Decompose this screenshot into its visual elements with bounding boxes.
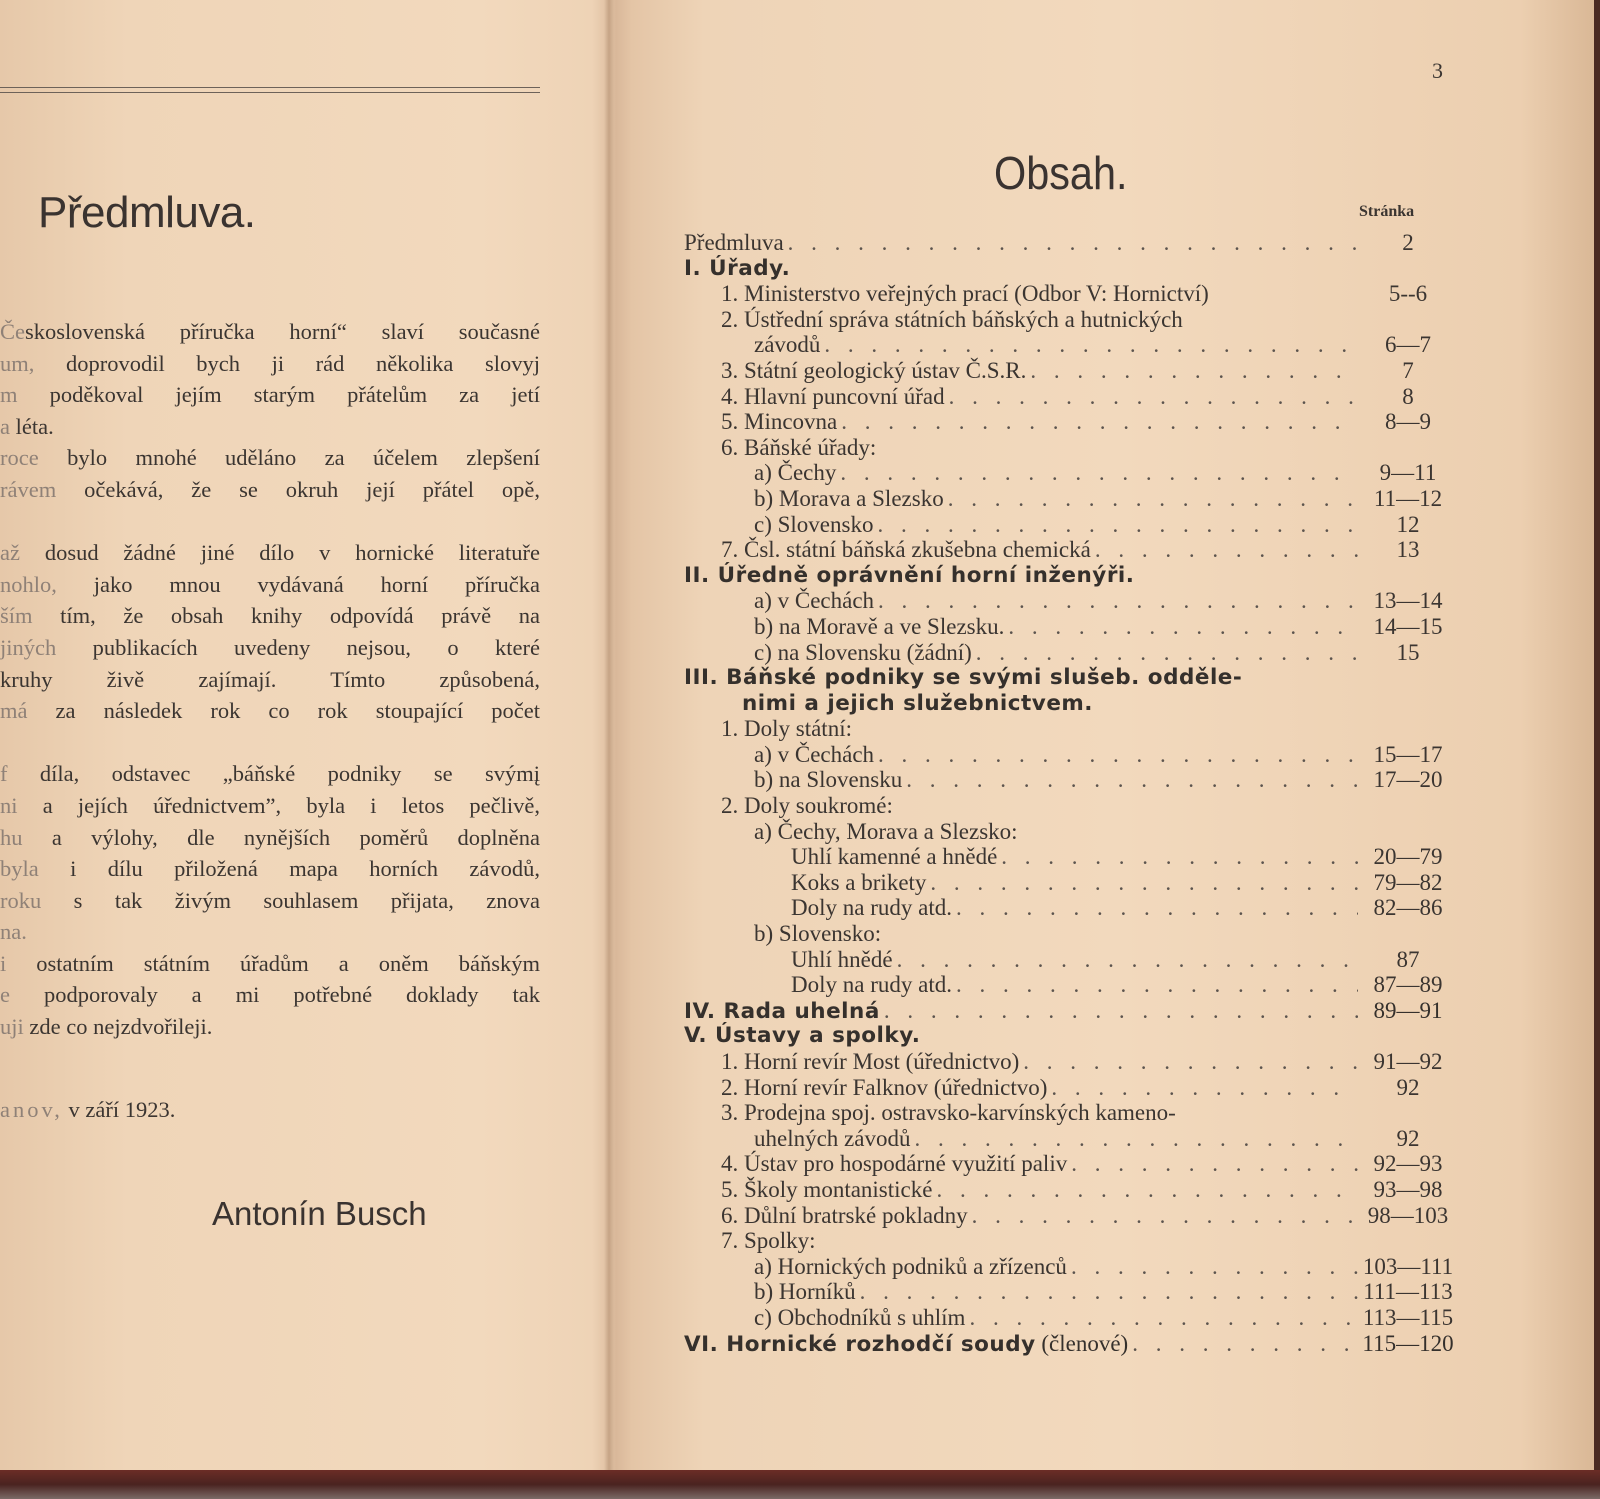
preface-line-text: a jejích úřednictvem”, byla i letos pečlivě, (17, 792, 540, 818)
toc-page-range: 11—12 (1373, 485, 1443, 511)
toc-entry-label-text: III. Báňské podniky se svými slušeb. odděle- (684, 665, 1243, 691)
toc-entry-label-text: 3. Státní geologický ústav Č.S.R. (721, 357, 1027, 383)
toc-page-range: 87 (1396, 946, 1420, 972)
dot-leader (840, 460, 1358, 486)
toc-entry (684, 793, 1454, 819)
preface-line-text: publikacích uvedeny nejsou, o které (56, 634, 540, 660)
preface-line (0, 474, 540, 506)
toc-entry-label-text: b) Horníků (754, 1279, 856, 1305)
preface-line-text: díla, odstavec „báňské podniky se svýmį (7, 761, 540, 787)
toc-entry (684, 1100, 1454, 1126)
toc-entry-label (684, 230, 784, 256)
table-of-contents (684, 230, 1454, 1356)
toc-entry (684, 870, 1454, 896)
toc-entry (684, 1126, 1454, 1152)
preface-line-cut-text: um, (0, 350, 35, 376)
toc-entry-label-text: 3. Prodejna spoj. ostravsko-karvínských kameno- (721, 1100, 1176, 1126)
toc-entry-label-text: a) v Čechách (754, 741, 875, 767)
toc-entry-label (684, 1331, 1128, 1358)
preface-line (0, 316, 540, 348)
toc-page-range: 89—91 (1373, 997, 1443, 1023)
toc-section-heading (684, 563, 1454, 589)
toc-entry-label (791, 972, 952, 998)
preface-line (0, 758, 540, 790)
toc-entry-label (684, 563, 1134, 589)
preface-line-cut-text: ni (0, 792, 18, 818)
toc-entry (684, 460, 1454, 486)
toc-page-range: 5--6 (1388, 281, 1428, 307)
toc-entry-label (791, 870, 926, 896)
toc-entry (684, 230, 1454, 256)
dot-leader (877, 512, 1358, 538)
toc-entry-label (721, 537, 1091, 563)
toc-entry (684, 614, 1454, 640)
toc-entry-label (754, 767, 902, 793)
toc-entry-label (721, 358, 1026, 384)
toc-entry-label (721, 384, 945, 410)
toc-entry (684, 844, 1454, 870)
toc-entry-label (721, 1228, 816, 1254)
preface-line (0, 569, 540, 601)
toc-entry-label (742, 691, 1093, 717)
preface-line-text: doprovodil bych ji rád několika slovyj (34, 350, 540, 376)
preface-line-cut-text: na. (0, 919, 27, 945)
paragraph-gap (0, 506, 540, 538)
preface-line (0, 379, 540, 411)
page-number: 3 (1432, 58, 1443, 83)
preface-line-text: léta. (10, 413, 54, 439)
toc-page-range: 20—79 (1373, 844, 1443, 870)
toc-entry-label-text: VI. Hornické rozhodčí soudy (684, 1331, 1036, 1357)
preface-line (0, 442, 540, 474)
preface-line-cut-text: rávem (0, 476, 57, 502)
book-spine-shadow (604, 0, 614, 1470)
preface-line-cut-text: i (0, 950, 7, 976)
toc-page-range: 93—98 (1373, 1176, 1443, 1202)
toc-entry-label (791, 895, 952, 921)
preface-line-cut-text: byla (0, 856, 39, 882)
toc-entry-label-text: 1. Horní revír Most (úřednictvo) (721, 1049, 1020, 1074)
toc-entry (684, 1305, 1454, 1331)
preface-line-text: ostatním státním úřadům a oněm báňským (6, 950, 540, 976)
toc-entry-label-text: c) Obchodníků s uhlím (754, 1304, 966, 1330)
preface-date (0, 1097, 175, 1123)
preface-line-text: skoslovenská příručka horní“ slaví současné (25, 319, 540, 344)
dot-leader (972, 1203, 1358, 1229)
toc-page-range: 92—93 (1373, 1151, 1443, 1177)
toc-entry (684, 358, 1454, 384)
toc-entry-label (684, 256, 790, 282)
toc-entry-label (754, 1254, 1067, 1280)
toc-page-range: 15—17 (1373, 741, 1443, 767)
toc-entry (684, 1151, 1454, 1177)
toc-entry-label-text: a) Hornických podniků a zřízenců (754, 1253, 1067, 1279)
preface-line (0, 632, 540, 664)
dot-leader (1001, 844, 1358, 870)
toc-entry-label (754, 1305, 965, 1331)
preface-line-cut-text: jiných (0, 634, 57, 660)
dot-leader (884, 998, 1358, 1024)
preface-line (0, 695, 540, 727)
toc-entry-label-text: II. Úředně oprávnění horní inženýři. (684, 562, 1135, 588)
preface-line-text: podporovaly a mi potřebné doklady tak (10, 982, 540, 1008)
preface-line-cut-text: m (0, 382, 18, 408)
dot-leader (878, 742, 1358, 768)
preface-line (0, 348, 540, 380)
toc-entry-label-text: a) v Čechách (754, 588, 875, 614)
toc-entry (684, 588, 1454, 614)
toc-entry-label (754, 588, 874, 614)
dot-leader (1023, 1049, 1358, 1075)
toc-page-range: 17—20 (1373, 767, 1443, 793)
toc-page-range: 2 (1402, 230, 1414, 255)
dot-leader (976, 640, 1358, 666)
toc-entry-label-text: uhelných závodů (754, 1125, 911, 1151)
preface-line-text: očekává, že se okruh její přátel opě, (56, 476, 540, 502)
dot-leader (930, 870, 1358, 896)
dot-leader (1051, 1075, 1358, 1101)
dot-leader (1008, 614, 1358, 640)
toc-page-range: 7 (1402, 357, 1414, 383)
dot-leader (1030, 358, 1358, 384)
toc-entry-label-text: 5. Školy montanistické (721, 1176, 933, 1202)
toc-entry (684, 1049, 1454, 1075)
toc-entry (684, 307, 1454, 333)
preface-line-cut-text: roce (0, 445, 39, 471)
book-bottom-edge (0, 1470, 1600, 1499)
toc-entry-label-text: 7. Spolky: (721, 1228, 816, 1254)
toc-entry (684, 767, 1454, 793)
preface-line (0, 790, 540, 822)
toc-page-range: 6—7 (1385, 332, 1431, 358)
toc-entry-label (721, 281, 1209, 307)
toc-section-heading (684, 665, 1454, 691)
dot-leader (1095, 537, 1358, 563)
toc-entry-label-text: IV. Rada uhelná (684, 998, 880, 1024)
toc-entry-label-text: Uhlí hnědé (791, 946, 893, 972)
toc-entry-label-text: 2. Ústřední správa státních báňských a hutnických (721, 306, 1183, 332)
preface-line-text: bylo mnohé uděláno za účelem zlepšení (38, 445, 540, 471)
toc-entry-label-suffix: (členové) (1035, 1330, 1129, 1356)
toc-entry-label (684, 1023, 920, 1049)
toc-entry-label (721, 1049, 1019, 1075)
dot-leader (914, 1126, 1358, 1152)
toc-page-range: 87—89 (1373, 972, 1443, 998)
toc-entry (684, 921, 1454, 947)
toc-page-range: 8—9 (1385, 409, 1431, 435)
toc-entry (684, 947, 1454, 973)
preface-signature: Antonín Busch (212, 1195, 427, 1232)
toc-section-heading (684, 998, 1454, 1024)
toc-entry-label (721, 435, 876, 461)
double-rule-top (0, 87, 540, 88)
toc-entry-label-text: Koks a brikety (791, 869, 927, 895)
preface-line-text: tím, že obsah knihy odpovídá právě na (32, 603, 540, 629)
preface-line (0, 979, 540, 1011)
toc-entry (684, 486, 1454, 512)
toc-section-heading (684, 1023, 1454, 1049)
preface-line (0, 664, 540, 696)
preface-line-cut-text: hu (0, 824, 23, 850)
toc-entry (684, 435, 1454, 461)
toc-entry (684, 640, 1454, 666)
toc-entry (684, 819, 1454, 845)
toc-entry-label-text: 5. Mincovna (721, 409, 838, 435)
toc-page-range: 92 (1396, 1074, 1420, 1100)
dot-leader (824, 332, 1358, 358)
toc-entry (684, 1203, 1454, 1229)
preface-line (0, 411, 540, 443)
preface-line-cut-text: nohlo, (0, 571, 57, 597)
contents-title: Obsah. (994, 147, 1128, 199)
dot-leader (956, 895, 1358, 921)
toc-entry (684, 537, 1454, 563)
right-page-contents (614, 0, 1594, 1470)
dot-leader (878, 588, 1358, 614)
dot-leader (1071, 1254, 1358, 1280)
preface-line (0, 853, 540, 885)
preface-line-text: za následek rok co rok stoupající počet (27, 698, 540, 724)
preface-line (0, 885, 540, 917)
dot-leader (860, 1279, 1358, 1305)
toc-page-range: 15 (1396, 639, 1420, 665)
toc-entry (684, 972, 1454, 998)
dot-leader (949, 384, 1358, 410)
toc-entry-label (754, 512, 873, 538)
toc-entry-label-text: Uhlí kamenné a hnědé (791, 844, 998, 870)
toc-entry-label (684, 999, 880, 1025)
preface-line-cut-text: Če (0, 319, 25, 344)
preface-line-text: dosud žádné jiné dílo v hornické literatuře (19, 540, 540, 566)
toc-section-heading (684, 1331, 1454, 1357)
toc-entry (684, 1075, 1454, 1101)
preface-line-text: i dílu přiložená mapa horních závodů, (38, 856, 540, 882)
toc-entry-label-text: 1. Doly státní: (721, 716, 852, 742)
dot-leader (788, 230, 1358, 256)
toc-page-range: 9—11 (1379, 460, 1437, 486)
dot-leader (897, 947, 1358, 973)
toc-entry-label-text: 6. Důlní bratrské pokladny (721, 1202, 968, 1228)
toc-entry (684, 281, 1454, 307)
double-rule-bottom (0, 92, 540, 93)
preface-line-text: zde co nejzdvořileji. (23, 1014, 213, 1040)
preface-line-text: jako mnou vydávaná horní příručka (56, 571, 540, 597)
toc-entry (684, 1228, 1454, 1254)
toc-entry-label (754, 819, 1018, 845)
preface-title: Předmluva. (38, 188, 256, 237)
toc-entry-label-text: b) na Moravě a ve Slezsku. (754, 613, 1005, 639)
toc-page-range: 14—15 (1373, 613, 1443, 639)
toc-page-range: 8 (1402, 383, 1414, 409)
toc-page-range: 79—82 (1373, 869, 1443, 895)
preface-line-cut-text: roku (0, 887, 42, 913)
toc-entry-label (754, 742, 874, 768)
toc-entry-label-text: nimi a jejich služebnictvem. (742, 690, 1093, 716)
toc-entry (684, 332, 1454, 358)
preface-line-cut-text: uji (0, 1014, 24, 1040)
dot-leader (948, 486, 1358, 512)
preface-line-text: a výlohy, dle nynějších poměrů doplněna (22, 824, 540, 850)
toc-entry-label-text: 4. Ústav pro hospodárné využití paliv (721, 1151, 1068, 1177)
toc-entry-label-text: Předmluva (684, 230, 784, 255)
toc-entry (684, 742, 1454, 768)
preface-date-place: anov, (0, 1097, 63, 1122)
toc-entry-label (721, 716, 852, 742)
toc-entry-label (754, 614, 1004, 640)
toc-page-range: 113—115 (1362, 1304, 1454, 1330)
paragraph-gap (0, 727, 540, 759)
toc-entry-label (721, 1100, 1176, 1126)
preface-line-cut-text: f (0, 761, 8, 787)
toc-entry-label-text: 2. Doly soukromé: (721, 793, 893, 819)
toc-entry-label-text: a) Čechy, Morava a Slezsko: (754, 818, 1018, 844)
dot-leader (841, 409, 1358, 435)
preface-line-cut-text: až (0, 540, 20, 566)
toc-page-range: 13—14 (1373, 588, 1443, 614)
toc-entry-label-text: b) na Slovensku (754, 767, 903, 793)
toc-entry (684, 1177, 1454, 1203)
toc-entry (684, 512, 1454, 538)
preface-line-cut-text: e (0, 982, 10, 1008)
preface-line (0, 822, 540, 854)
toc-entry-label-text: b) Morava a Slezsko (754, 485, 944, 511)
toc-entry-label-text: 7. Čsl. státní báňská zkušebna chemická (721, 537, 1091, 563)
toc-entry (684, 1279, 1454, 1305)
page-column-header: Stránka (1359, 203, 1415, 220)
toc-page-range: 12 (1396, 511, 1420, 537)
dot-leader (1071, 1151, 1358, 1177)
toc-entry-label-text: 6. Báňské úřady: (721, 434, 877, 460)
toc-entry-label (721, 409, 837, 435)
toc-page-range: 13 (1396, 537, 1420, 563)
toc-entry-label (791, 947, 893, 973)
toc-page-range: 82—86 (1373, 895, 1443, 921)
toc-entry-label-text: c) na Slovensku (žádní) (754, 639, 972, 665)
preface-line-cut-text: a (0, 413, 10, 439)
toc-entry-label (721, 1075, 1047, 1101)
preface-line (0, 1011, 540, 1043)
toc-entry-label-text: c) Slovensko (754, 511, 874, 537)
toc-entry-label-text: Doly na rudy atd. (791, 895, 952, 921)
preface-line (0, 600, 540, 632)
preface-line-text: poděkoval jejím starým přátelům za jetí (17, 382, 540, 408)
book-cover-edge (1594, 0, 1600, 1470)
preface-line (0, 916, 540, 948)
toc-page-range: 115—120 (1362, 1330, 1454, 1356)
toc-page-range: 98—103 (1367, 1202, 1449, 1228)
toc-page-range: 91—92 (1373, 1049, 1443, 1074)
toc-entry-label (754, 921, 881, 947)
preface-line (0, 948, 540, 980)
toc-entry-label (754, 332, 820, 358)
preface-line-cut-text: ším (0, 603, 33, 629)
toc-entry (684, 1254, 1454, 1280)
toc-entry-label (754, 1279, 856, 1305)
preface-line (0, 537, 540, 569)
toc-entry (684, 409, 1454, 435)
toc-entry-label (754, 486, 944, 512)
toc-entry (684, 384, 1454, 410)
dot-leader (906, 767, 1358, 793)
dot-leader (956, 972, 1358, 998)
toc-entry-label (754, 1126, 910, 1152)
toc-section-heading (684, 256, 1454, 282)
preface-line-text: s tak živým souhlasem přijata, znova (41, 887, 540, 913)
toc-entry-label-text: a) Čechy (754, 460, 837, 486)
dot-leader (1132, 1331, 1358, 1357)
toc-entry-label (721, 1151, 1067, 1177)
toc-entry-label (684, 665, 1242, 691)
toc-entry-label-text: 1. Ministerstvo veřejných prací (Odbor V: Hornictví) (721, 281, 1209, 307)
toc-entry-label-text: Doly na rudy atd. (791, 972, 952, 998)
toc-entry-label-text: b) Slovensko: (754, 921, 882, 947)
dot-leader (969, 1305, 1358, 1331)
preface-line-cut-text: má (0, 698, 28, 724)
toc-page-range: 111—113 (1363, 1279, 1453, 1305)
toc-entry-label-text: 2. Horní revír Falknov (úřednictvo) (721, 1074, 1048, 1100)
toc-entry-label (791, 844, 997, 870)
toc-entry-label-text: 4. Hlavní puncovní úřad (721, 383, 945, 409)
preface-line-text: kruhy živě zajímají. Tímto způsobená, (0, 666, 540, 692)
toc-page-range: 92 (1396, 1125, 1420, 1151)
toc-entry-label (754, 640, 972, 666)
toc-section-heading (684, 691, 1454, 717)
toc-entry (684, 716, 1454, 742)
toc-entry-label (721, 307, 1183, 333)
left-page-preface (0, 0, 600, 1470)
toc-entry-label (721, 1177, 932, 1203)
toc-page-range: 103—111 (1362, 1253, 1454, 1279)
toc-entry-label (721, 793, 893, 819)
toc-entry-label-text: závodů (754, 332, 821, 358)
toc-entry-label (754, 460, 836, 486)
toc-entry-label (721, 1203, 968, 1229)
preface-body (0, 316, 540, 1043)
dot-leader (936, 1177, 1358, 1203)
toc-entry (684, 895, 1454, 921)
preface-date-text: v září 1923. (62, 1097, 176, 1122)
toc-entry-label-text: V. Ústavy a spolky. (684, 1023, 921, 1049)
toc-entry-label-text: I. Úřady. (684, 255, 791, 281)
